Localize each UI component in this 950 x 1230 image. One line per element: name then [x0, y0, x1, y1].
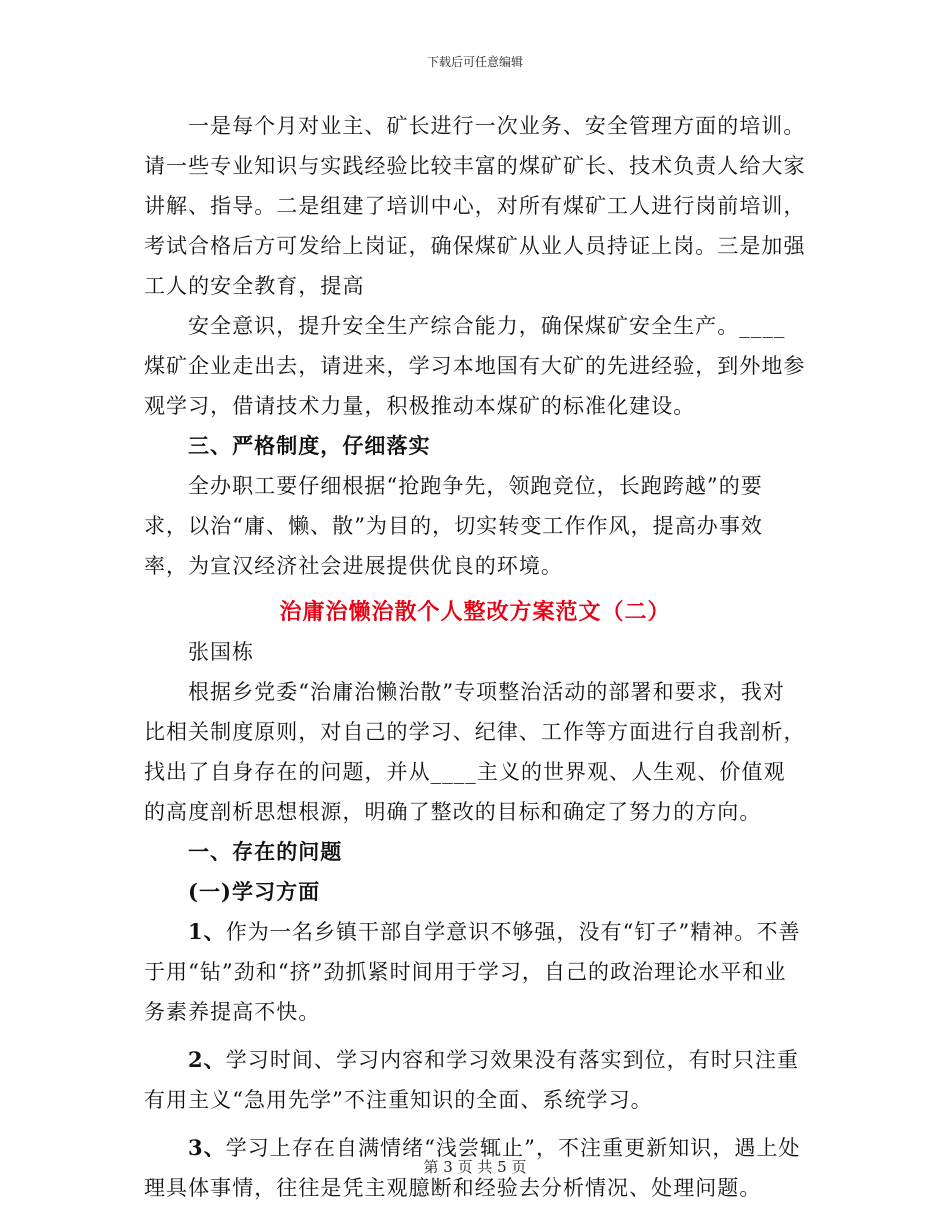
list-item-number: 3、	[188, 1135, 226, 1160]
list-item-text: 作为一名乡镇干部自学意识不够强，没有“钉子”精神。不善于用“钻”劲和“挤”劲抓紧时间用于学习，自己的政治理论水平和业务素养提高不快。	[144, 920, 801, 1024]
spacer	[144, 1032, 806, 1040]
list-item-2	[144, 1040, 806, 1120]
paragraph-requirements: 全办职工要仔细根据“抢跑争先，领跑竞位，长跑跨越”的要求，以治“庸、懒、散”为目的，切实转变工作作风，提高办事效率，为宣汉经济社会进展提供优良的环境。	[144, 474, 763, 578]
paragraph-intro: 根据乡党委“治庸治懒治散”专项整治活动的部署和要求，我对比相关制度原则，对自己的学习、纪律、工作等方面进行自我剖析，找出了自身存在的问题，并从____主义的世界观、人生观、价值观的高度剖析思想根源，明确了整改的目标和确定了努力的方向。	[144, 680, 806, 824]
list-item-1	[144, 912, 806, 1032]
list-item-number: 2、	[188, 1047, 226, 1072]
author-name: 张国栋	[188, 640, 255, 664]
document-title: 治庸治懒治散个人整改方案范文（二）	[279, 599, 671, 625]
paragraph-training: 一是每个月对业主、矿长进行一次业务、安全管理方面的培训。请一些专业知识与实践经验比较丰富的煤矿矿长、技术负责人给大家讲解、指导。二是组建了培训中心，对所有煤矿工人进行岗前培训，考试合格后方可发给上岗证，确保煤矿从业人员持证上岗。三是加强工人的安全教育，提高	[144, 114, 806, 298]
document-body	[144, 106, 806, 1208]
page-header: 下载后可任意编辑	[426, 55, 523, 69]
section-heading-3: 三、严格制度，仔细落实	[188, 433, 431, 458]
list-item-text: 学习上存在自满情绪“浅尝辄止”，不注重更新知识，遇上处理具体事情，往往是凭主观臆断和经验去分析情况、处理问题。	[144, 1136, 801, 1200]
paragraph-safety: 安全意识，提升安全生产综合能力，确保煤矿安全生产。____煤矿企业走出去，请进来，学习本地国有大矿的先进经验，到外地参观学习，借请技术力量，积极推动本煤矿的标准化建设。	[144, 314, 806, 418]
list-item-number: 1、	[188, 919, 226, 944]
subsection-heading-study: (一)学习方面	[188, 879, 321, 904]
spacer	[144, 1120, 806, 1128]
page-footer: 第 3 页 共 5 页	[423, 1158, 527, 1176]
section-heading-1: 一、存在的问题	[188, 839, 343, 864]
list-item-text: 学习时间、学习内容和学习效果没有落实到位，有时只注重有用主义“急用先学”不注重知识的全面、系统学习。	[144, 1048, 800, 1112]
